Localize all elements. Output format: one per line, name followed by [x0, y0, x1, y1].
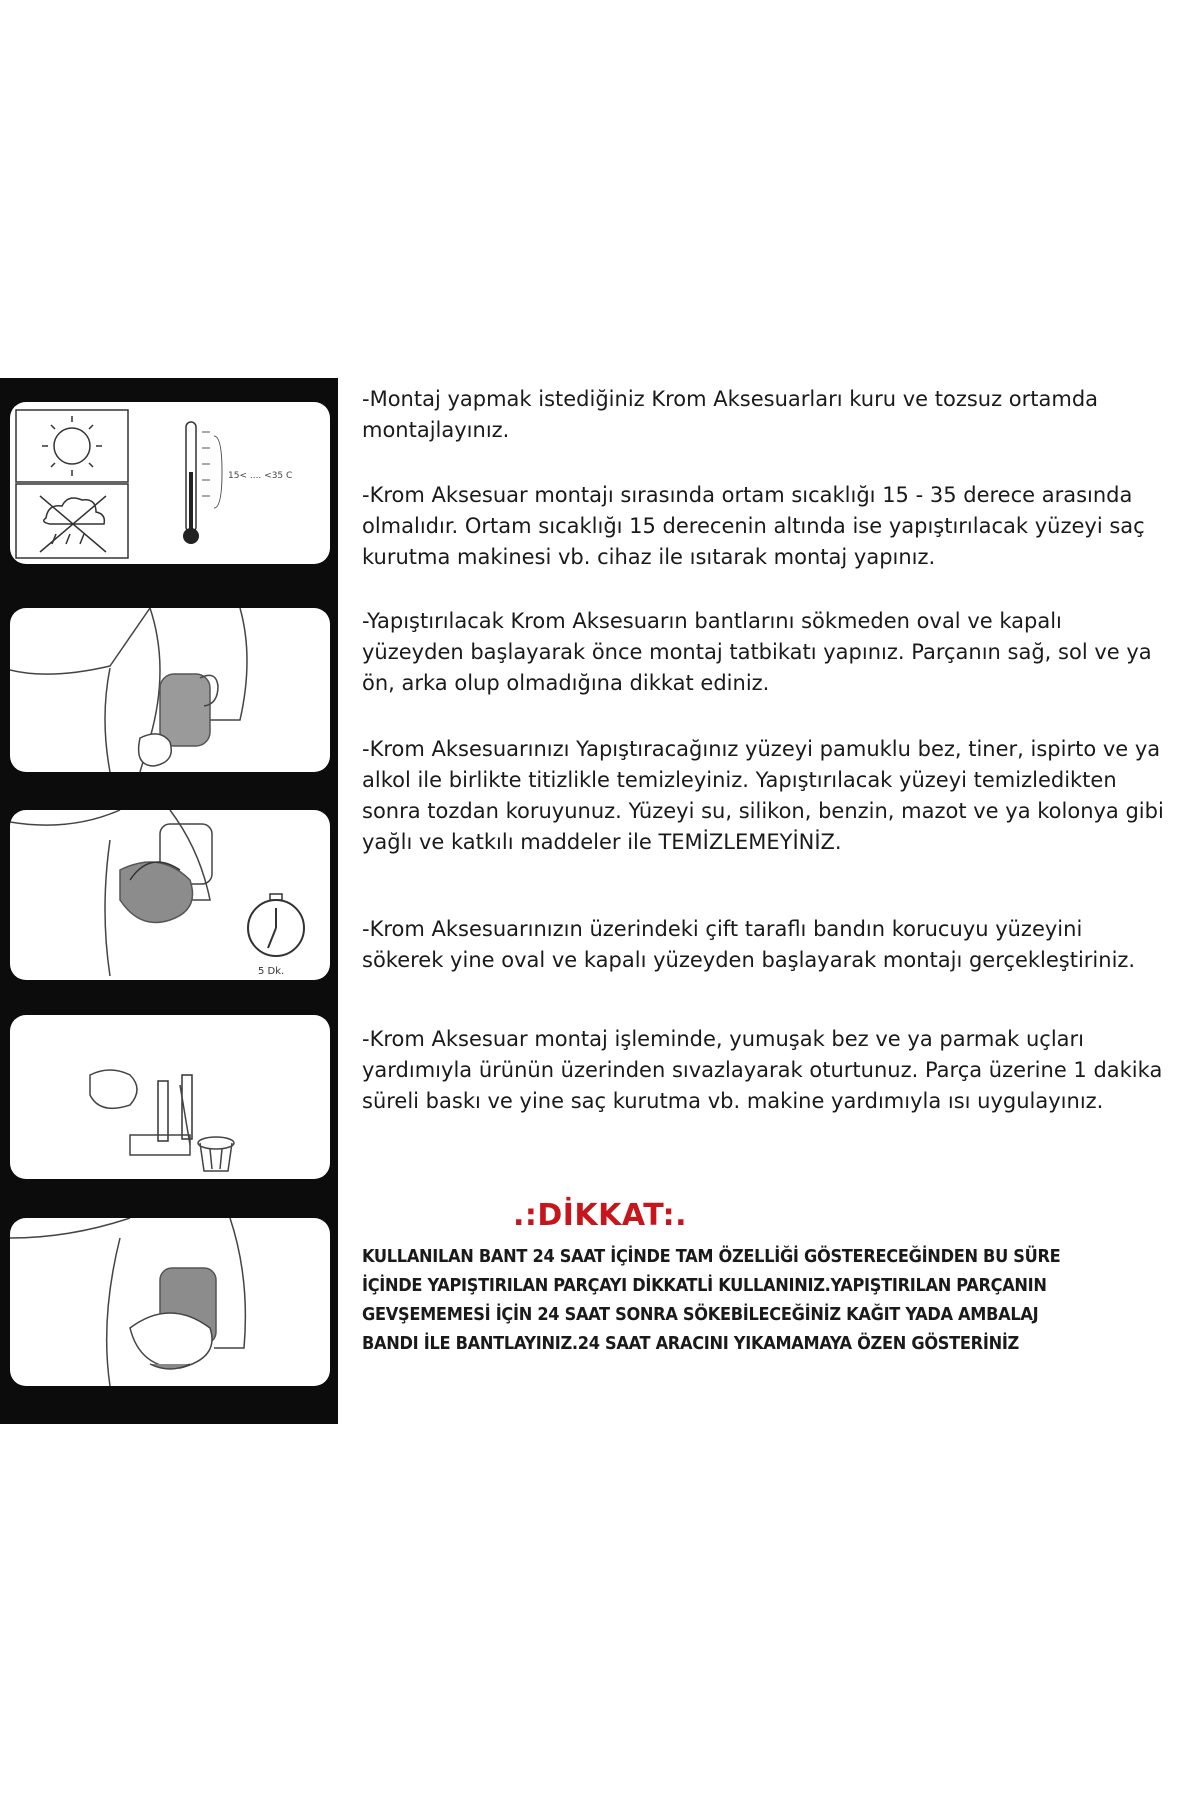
thermometer-icon: [183, 422, 222, 544]
instruction-test-fit: -Yapıştırılacak Krom Aksesuarın bantlarını sökmeden oval ve kapalı yüzeyden başlayarak önce montaj tatbikatı yapınız. Parçanın sağ, sol ve ya ön, arka olup olmadığına dikkat ediniz.: [362, 609, 1152, 695]
instruction-dry-environment: -Montaj yapmak istediğiniz Krom Aksesuarları kuru ve tozsuz ortamda montajlayınız.: [362, 387, 1099, 442]
peel-tape-drawing: [10, 1015, 330, 1179]
warning-line: BANDI İLE BANTLAYINIZ.24 SAAT ARACINI YIKAMAMAYA ÖZEN GÖSTERİNİZ: [362, 1333, 1019, 1354]
press-drawing: [10, 1218, 330, 1386]
warning-line: İÇİNDE YAPIŞTIRILAN PARÇAYI DİKKATLİ KULLANINIZ.YAPIŞTIRILAN PARÇANIN: [362, 1275, 1047, 1296]
timer-icon: [248, 894, 304, 956]
warning-text: [362, 1242, 1170, 1358]
sun-icon: [42, 416, 102, 476]
timer-label: 5 Dk.: [258, 966, 285, 977]
thermometer-label: 15< .... <35 C: [228, 471, 293, 481]
weather-temperature-drawing: [10, 402, 330, 564]
instruction-peel-tape: -Krom Aksesuarınızın üzerindeki çift taraflı bandın korucuyu yüzeyini sökerek yine oval ve kapalı yüzeyden başlayarak montajı gerçekleştiriniz.: [362, 917, 1136, 972]
test-fit-drawing: [10, 608, 330, 772]
test-fit-illustration: [10, 608, 330, 772]
instruction-press: -Krom Aksesuar montaj işleminde, yumuşak bez ve ya parmak uçları yardımıyla ürünün üzerinden sıvazlayarak oturtunuz. Parça üzerine 1 dakika süreli baskı ve yine saç kurutma vb. makine yardımıyla ısı uygulayınız.: [362, 1027, 1163, 1113]
cleaning-illustration: [10, 810, 330, 980]
trash-bin-icon: [198, 1137, 234, 1171]
warning-line: GEVŞEMEMESİ İÇİN 24 SAAT SONRA SÖKEBİLECEĞİNİZ KAĞIT YADA AMBALAJ: [362, 1304, 1039, 1325]
no-rain-icon: [40, 496, 106, 552]
peel-tape-illustration: [10, 1015, 330, 1179]
warning-title: .:DİKKAT:.: [512, 1198, 688, 1233]
warning-line: KULLANILAN BANT 24 SAAT İÇİNDE TAM ÖZELLİĞİ GÖSTERECEĞİNDEN BU SÜRE: [362, 1246, 1061, 1267]
press-illustration: [10, 1218, 330, 1386]
instruction-cleaning: -Krom Aksesuarınızı Yapıştıracağınız yüzeyi pamuklu bez, tiner, ispirto ve ya alkol ile birlikte titizlikle temizleyiniz. Yapıştırılacak yüzeyi temizledikten sonra tozdan koruyunuz. Yüzeyi su, silikon, benzin, mazot ve ya kolonya gibi yağlı ve katkılı maddeler ile TEMİZLEMEYİNİZ.: [362, 737, 1164, 854]
weather-temperature-illustration: [10, 402, 330, 564]
cleaning-drawing: [10, 810, 330, 980]
illustration-panel: [0, 378, 338, 1424]
instruction-temperature: -Krom Aksesuar montajı sırasında ortam sıcaklığı 15 - 35 derece arasında olmalıdır. Ortam sıcaklığı 15 derecenin altında ise yapıştırılacak yüzeyi saç kurutma makinesi vb. cihaz ile ısıtarak montaj yapınız.: [362, 483, 1145, 569]
